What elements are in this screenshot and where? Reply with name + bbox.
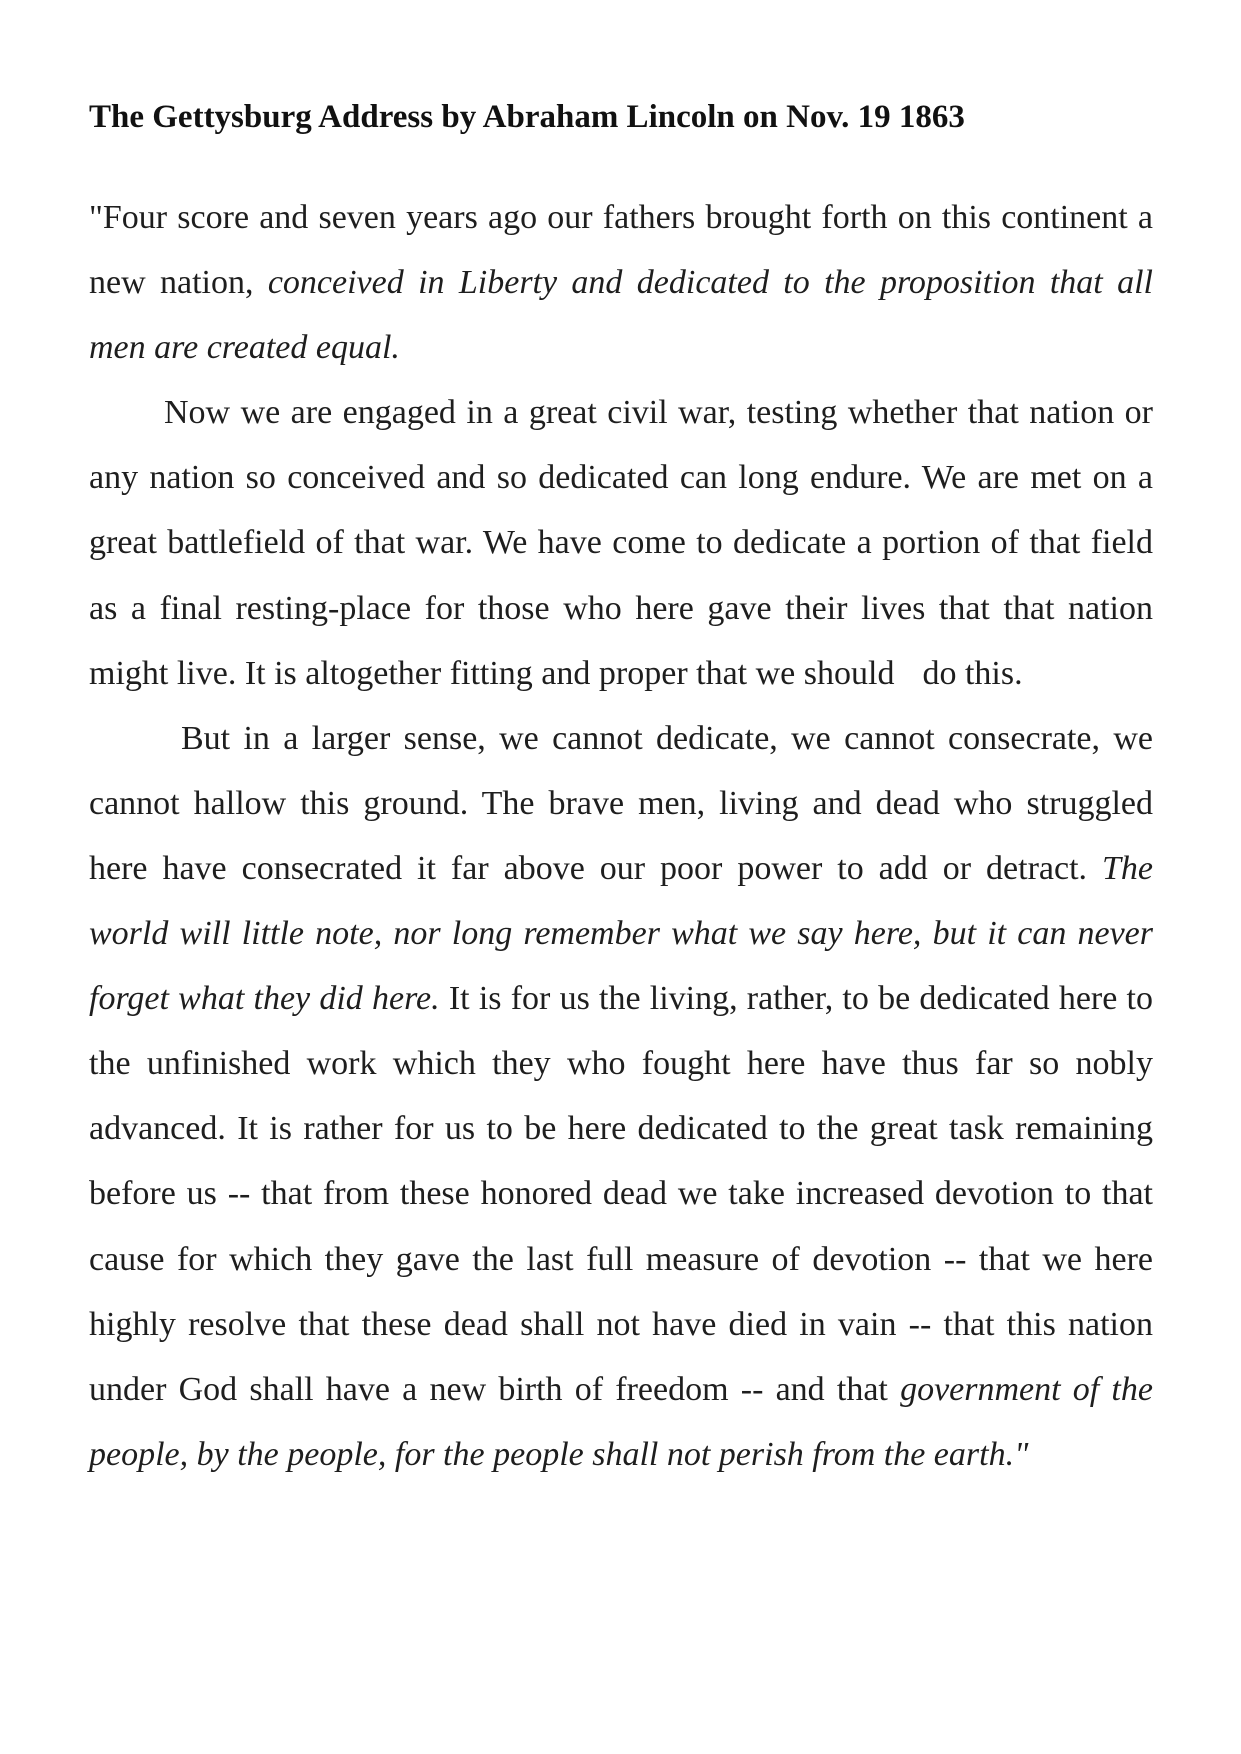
paragraph-3 [89, 706, 1153, 1487]
address-body [89, 185, 1153, 1487]
paragraph-2-text: Now we are engaged in a great civil war, testing whether that nation or any nation so conceived and so dedicated can long endure. We are met on a great battlefield of that war. We have come to dedicate a portion of that field as a final resting-place for those who here gave their lives that that nation might live. It is altogether fitting and proper that we should [89, 394, 1153, 692]
paragraph-1-italic-text: conceived in Liberty and dedicated to the proposition that all men are created equal. [89, 264, 1153, 367]
paragraph-2-end-text: do this. [922, 654, 1023, 692]
paragraph-2 [89, 380, 1153, 705]
paragraph-1-text: "Four score and seven years ago our fathers brought forth on this continent a new nation, [89, 199, 1153, 302]
document-title: The Gettysburg Address by Abraham Lincoln on Nov. 19 1863 [89, 99, 965, 135]
paragraph-3-closing-italic-text: government of the people, by the people, for the people shall not perish from the earth." [89, 1370, 1153, 1473]
paragraph-1 [89, 185, 1153, 380]
paragraph-3-text: But in a larger sense, we cannot dedicate, we cannot consecrate, we cannot hallow this ground. The brave men, living and dead who struggled here have consecrated it far above our poor power to add or detract. [89, 719, 1153, 887]
paragraph-3-italic-text: The world will little note, nor long remember what we say here, but it can never forget what they did here. [89, 849, 1153, 1018]
paragraph-3-text-continued: It is for us the living, rather, to be dedicated here to the unfinished work which they who fought here have thus far so nobly advanced. It is rather for us to be here dedicated to the great task remaining before us -- that from these honored dead we take increased devotion to that cause for which they gave the last full measure of devotion -- that we here highly resolve that these dead shall not have died in vain -- that this nation under God shall have a new birth of freedom -- and that [89, 980, 1153, 1408]
